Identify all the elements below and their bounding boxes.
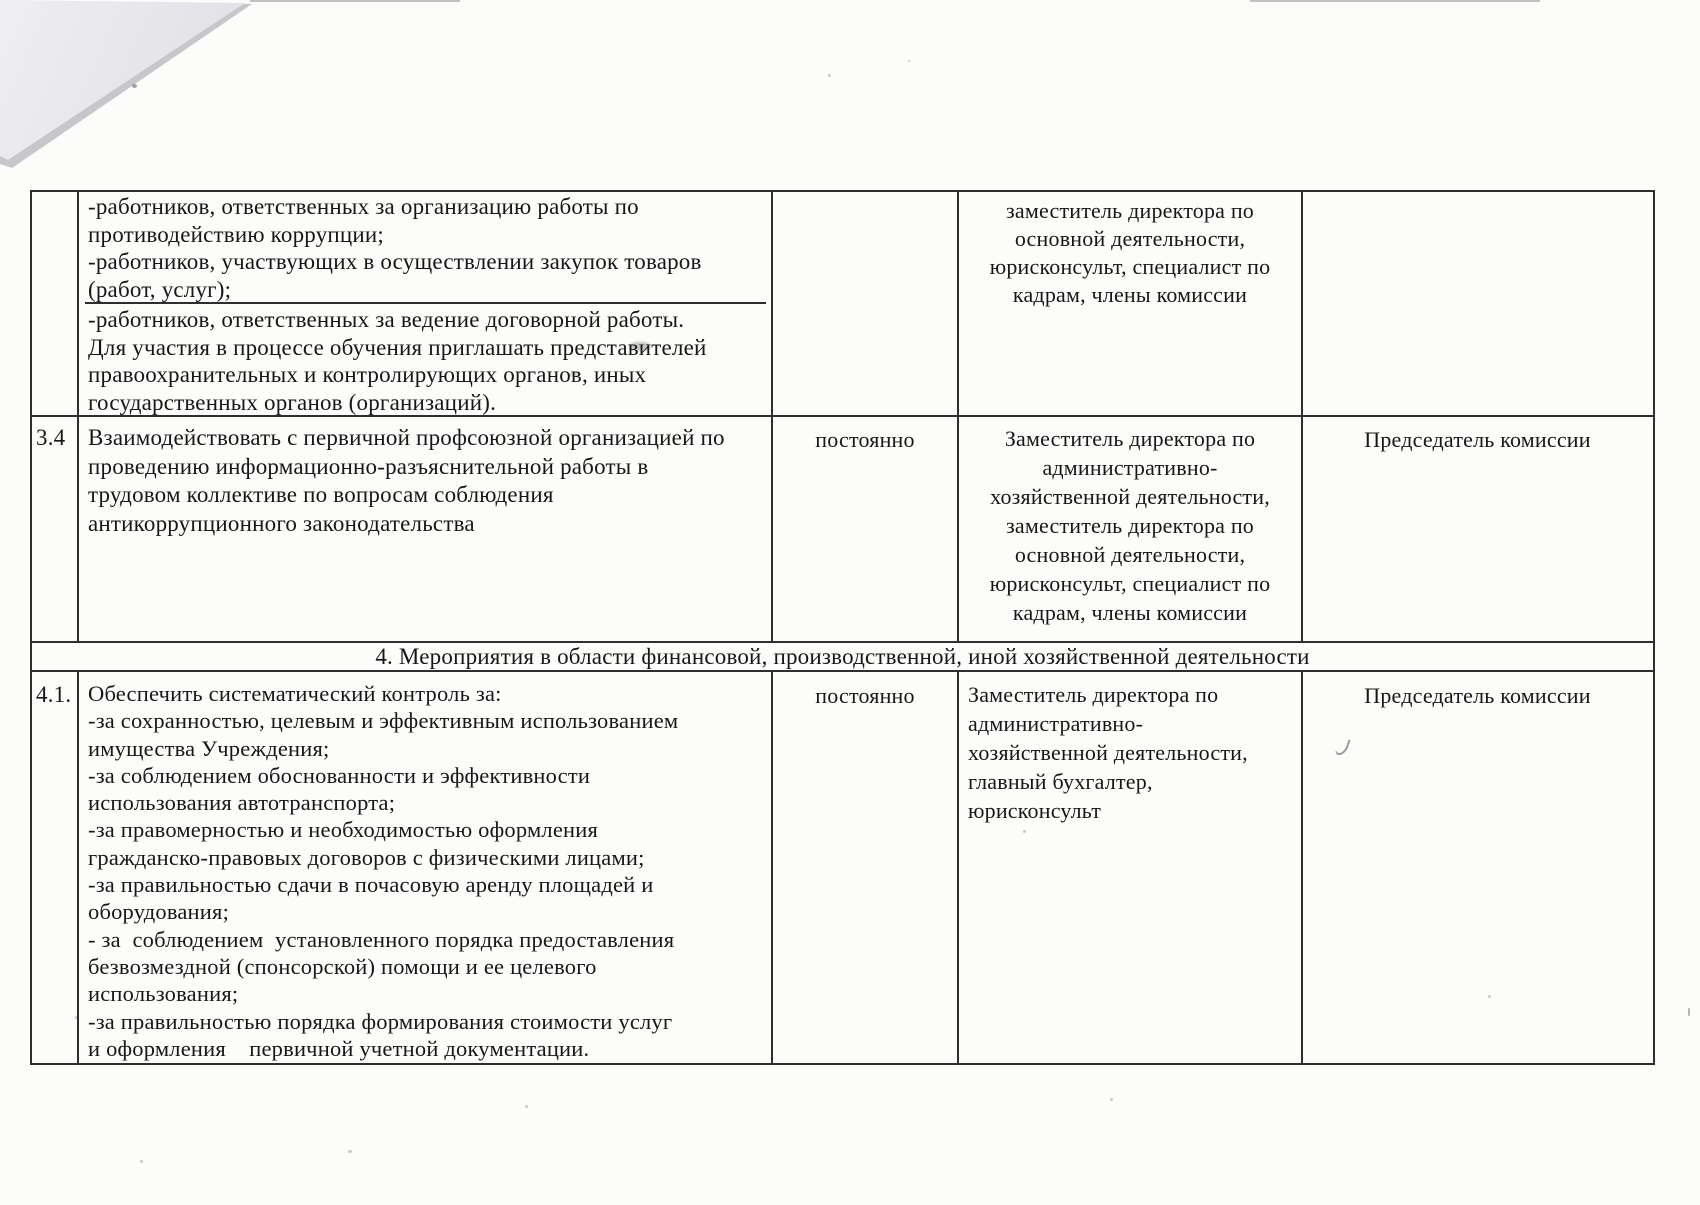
scan-edge-mark xyxy=(250,0,460,2)
activity-text-continuation-part1: -работников, ответственных за организацию работы по противодействию коррупции; -работников, участвующих в осуществлении закупок товаров (работ, услуг); xyxy=(88,194,702,302)
column-line-activity-lower xyxy=(771,671,773,1063)
row-line-3 xyxy=(30,670,1655,672)
scan-speck xyxy=(132,84,137,88)
period-text-4-1: постоянно xyxy=(815,683,915,708)
scan-speck xyxy=(1110,1098,1113,1101)
activity-text-3-4: Взаимодействовать с первичной профсоюзной организацией по проведению информационно-разъяснительной работы в трудовом коллективе по вопросам соблюдения антикоррупционного законодательства xyxy=(88,425,725,536)
section-4-header: 4. Мероприятия в области финансовой, производственной, иной хозяйственной деятельности xyxy=(375,644,1310,669)
column-line-period-lower xyxy=(957,671,959,1063)
responsible-text-continuation: заместитель директора по основной деятельности, юрисконсульт, специалист по кадрам, члены комиссии xyxy=(989,198,1271,307)
scan-speck xyxy=(140,1160,143,1163)
scan-speck xyxy=(828,74,831,77)
scan-speck xyxy=(908,60,910,62)
scan-speck xyxy=(1688,1008,1690,1016)
responsible-text-4-1: Заместитель директора по административно- хозяйственной деятельности, главный бухгалтер, юрисконсульт xyxy=(968,682,1248,823)
scan-edge-mark xyxy=(1250,0,1540,2)
column-line-responsible-lower xyxy=(1301,671,1303,1063)
row-line-2 xyxy=(30,641,1655,643)
scan-speck xyxy=(348,1150,352,1153)
row-number-4-1: 4.1. xyxy=(36,682,72,707)
control-text-4-1: Председатель комиссии xyxy=(1364,683,1591,708)
column-line-num-lower xyxy=(77,671,79,1063)
scan-speck xyxy=(525,1105,528,1108)
responsible-text-3-4: Заместитель директора по административно- хозяйственной деятельности, заместитель директора по основной деятельности, юрисконсульт, специалист по кадрам, члены комиссии xyxy=(989,426,1271,625)
period-text-3-4: постоянно xyxy=(815,427,915,452)
row-number-3-4: 3.4 xyxy=(36,425,66,450)
activity-text-4-1: Обеспечить систематический контроль за: -за сохранностью, целевым и эффективным использованием имущества Учреждения; -за соблюдением обоснованности и эффективности использования автотранспорта; -за правомерностью и необходимостью оформления гражданско-правовых договоров с физическими лицами; -за правильностью сдачи в почасовую аренду площадей и оборудования; - за соблюдением установленного порядка предоставления безвозмездной (спонсорской) помощи и ее целевого использования; -за правильностью порядка формирования стоимости услуг и оформления первичной учетной документации. xyxy=(88,681,679,1061)
control-text-3-4: Председатель комиссии xyxy=(1364,427,1591,452)
activity-text-continuation-part2: -работников, ответственных за ведение договорной работы. Для участия в процессе обучения приглашать представителей правоохранительных и контролирующих органов, иных государственных органов (организаций). xyxy=(88,307,707,415)
